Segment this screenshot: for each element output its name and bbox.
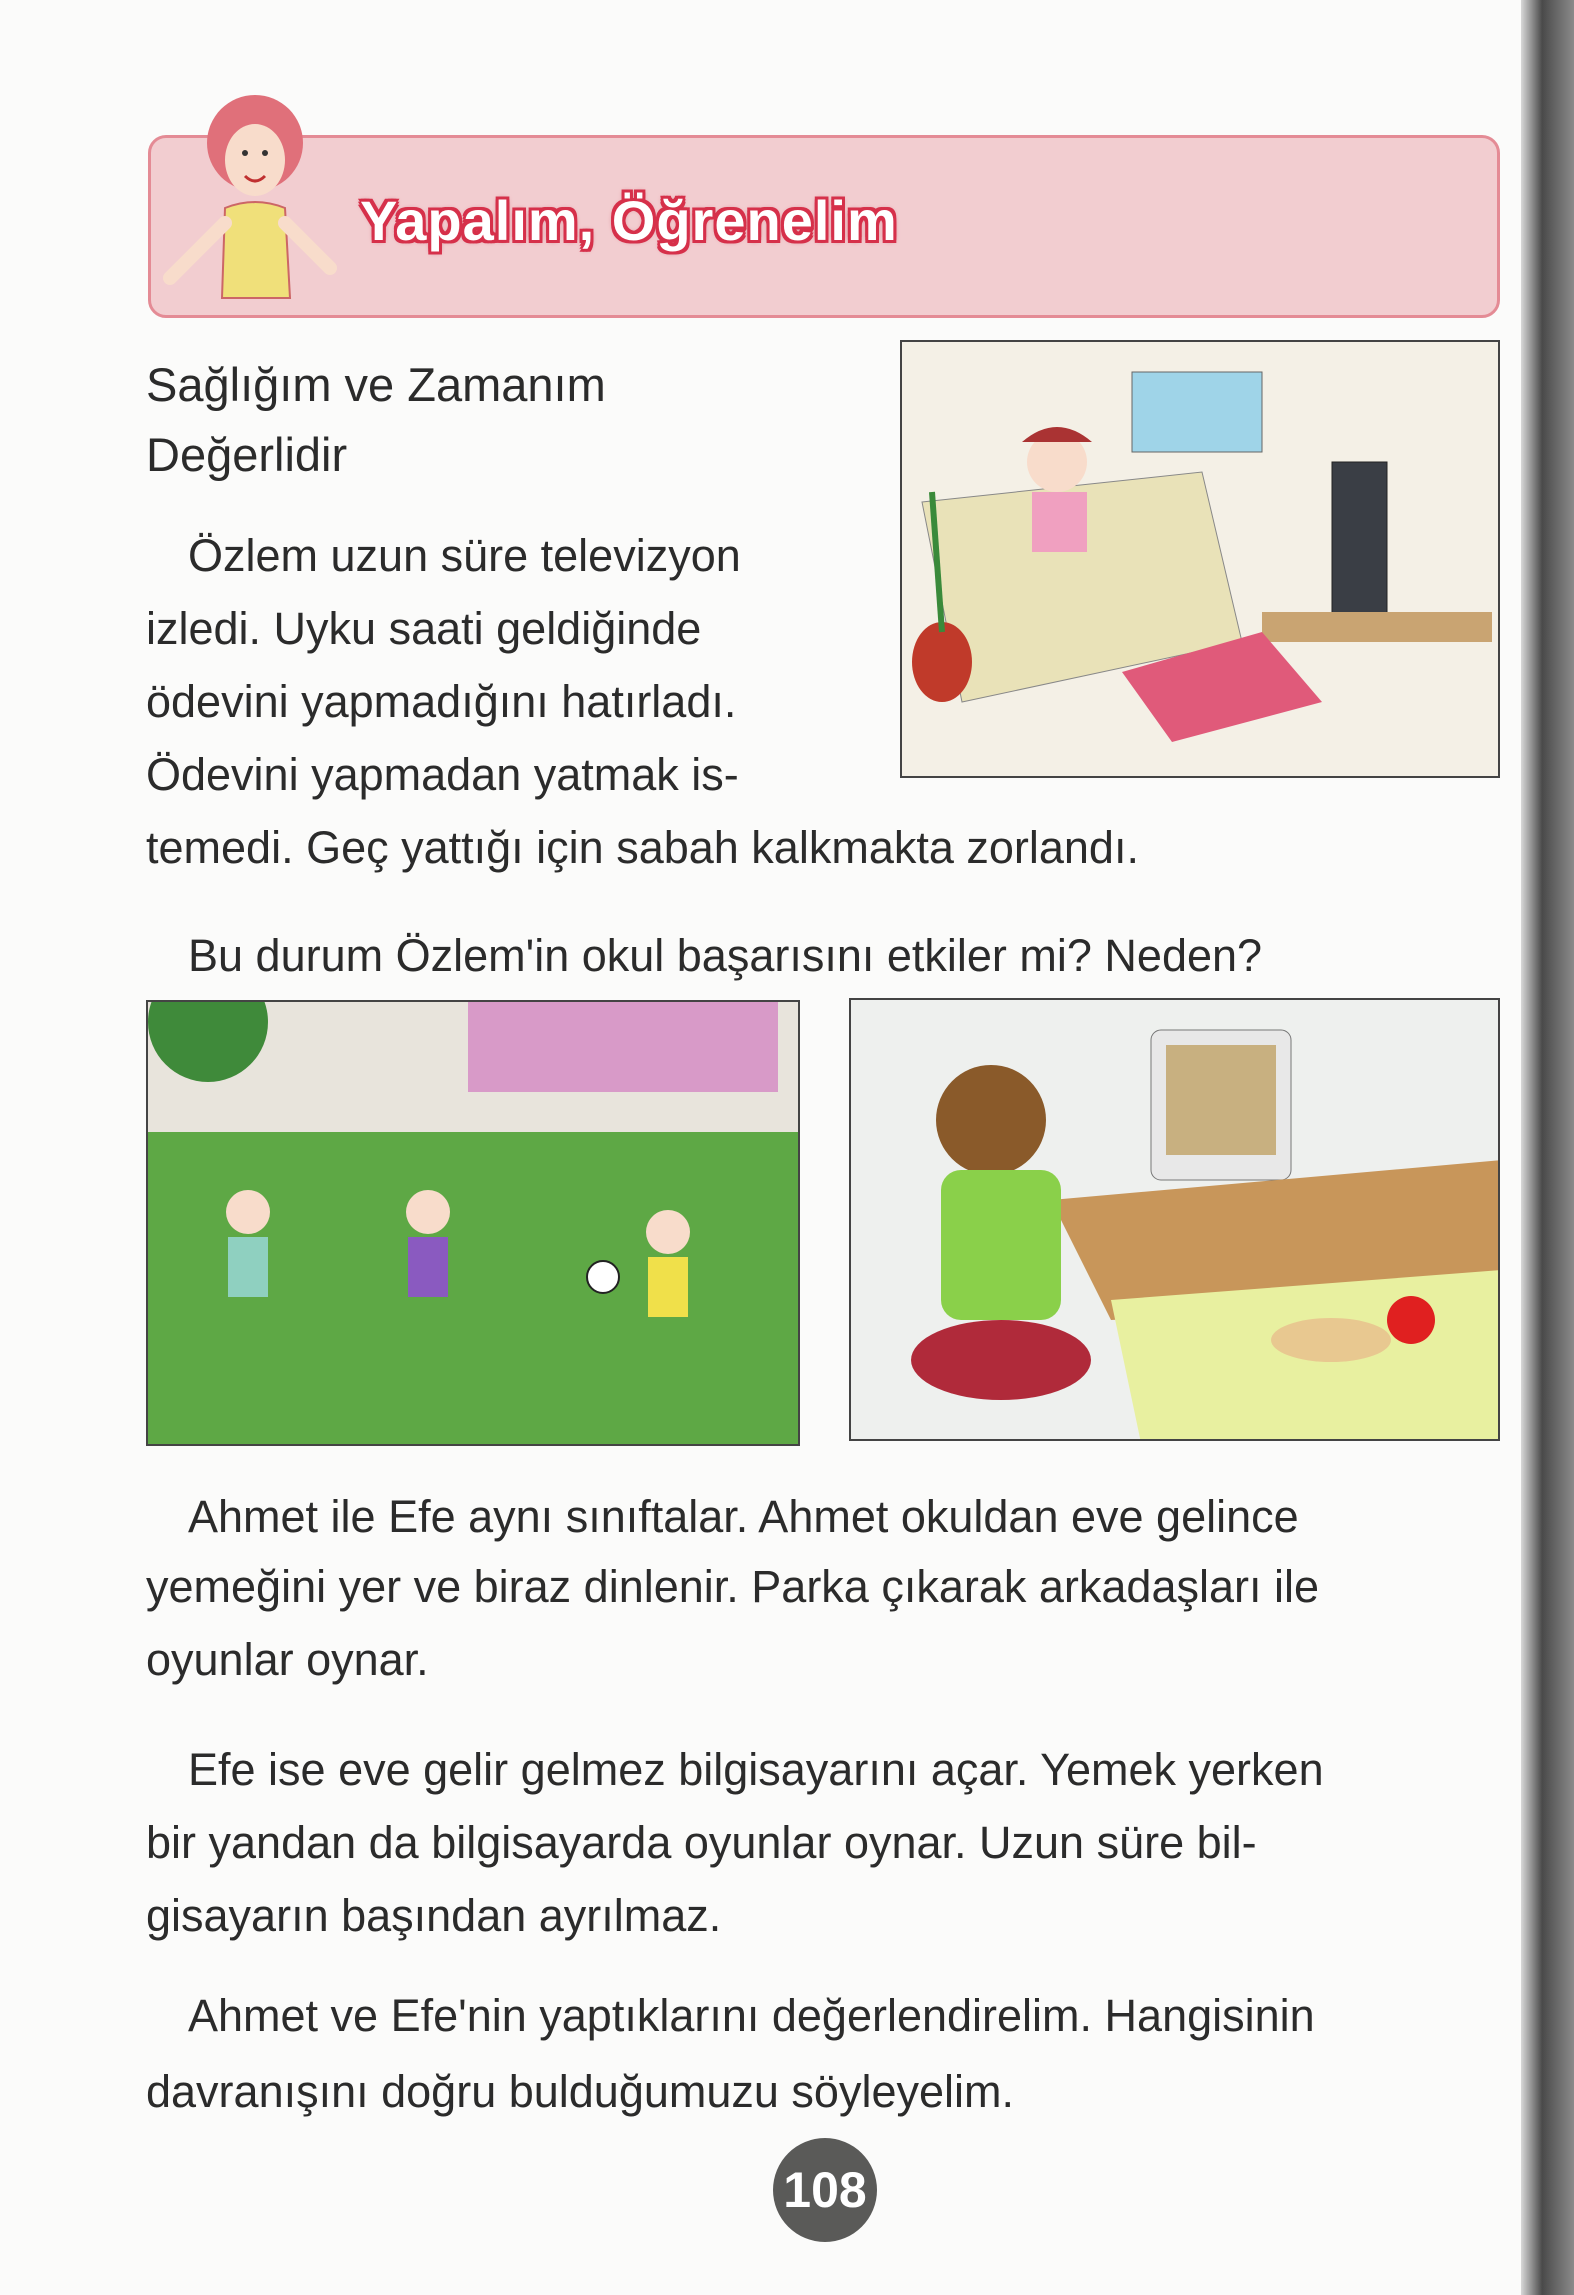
- paragraph-line: Ahmet ve Efe'nin yaptıklarını değerlendirelim. Hangisinin: [188, 1990, 1315, 2041]
- section-heading: [146, 350, 606, 490]
- story-line: Özlem uzun süre televizyon: [188, 530, 741, 581]
- story-line: ödevini yapmadığını hatırladı.: [146, 676, 737, 727]
- park-playing-illustration: [146, 1000, 800, 1446]
- story-line: temedi. Geç yattığı için sabah kalkmakta zorlandı.: [146, 822, 1139, 873]
- heading-line: Değerlidir: [146, 428, 348, 481]
- tv-watching-illustration: [900, 340, 1500, 778]
- paragraph-line: bir yandan da bilgisayarda oyunlar oynar. Uzun süre bil-: [146, 1817, 1257, 1868]
- book-spine-shadow: [1521, 0, 1574, 2295]
- computer-gaming-illustration: [849, 998, 1500, 1441]
- paragraph-line: davranışını doğru bulduğumuzu söyleyelim.: [146, 2066, 1014, 2117]
- story-line: izledi. Uyku saati geldiğinde: [146, 603, 702, 654]
- girl-mascot-illustration: [150, 88, 350, 320]
- page-number: 108: [773, 2138, 877, 2242]
- paragraph-line: yemeğini yer ve biraz dinlenir. Parka çıkarak arkadaşları ile: [146, 1561, 1320, 1612]
- question-text: Bu durum Özlem'in okul başarısını etkiler mi? Neden?: [188, 930, 1263, 981]
- paragraph-line: Ahmet ile Efe aynı sınıftalar. Ahmet okuldan eve gelince: [188, 1491, 1299, 1542]
- story-line: Ödevini yapmadan yatmak is-: [146, 749, 739, 800]
- paragraph-line: oyunlar oynar.: [146, 1634, 429, 1685]
- banner-title: Yapalım, Öğrenelim: [360, 189, 898, 252]
- paragraph-line: gisayarın başından ayrılmaz.: [146, 1890, 722, 1941]
- heading-line: Sağlığım ve Zamanım: [146, 358, 606, 411]
- paragraph-line: Efe ise eve gelir gelmez bilgisayarını açar. Yemek yerken: [188, 1744, 1324, 1795]
